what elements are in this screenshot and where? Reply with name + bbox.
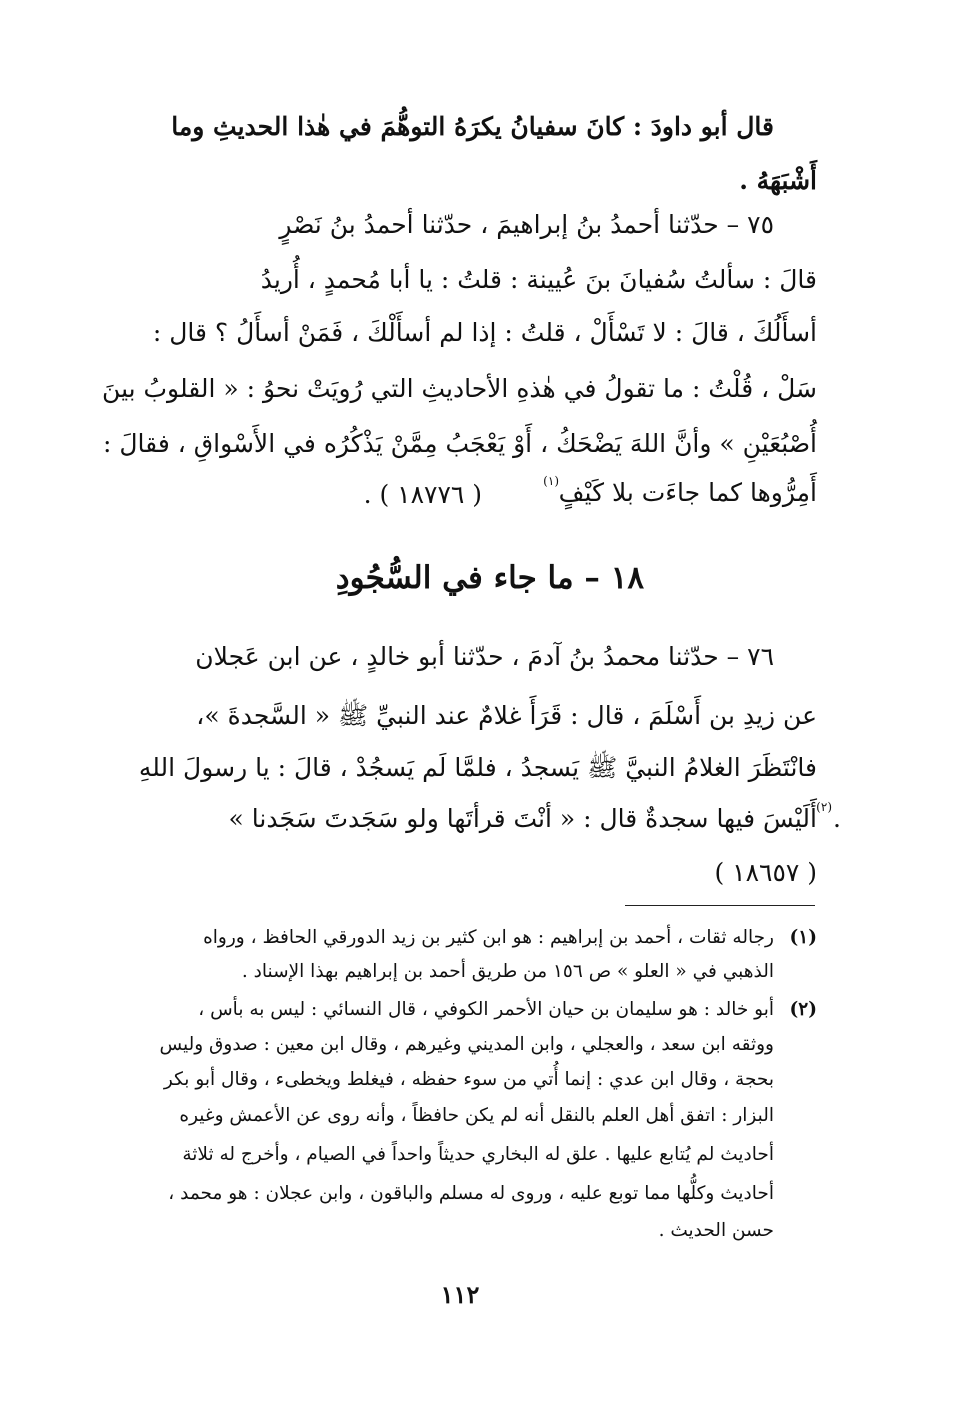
hadith-75-line-5: أُصْبُعَيْنِ » وأنَّ اللهَ يَضْحَكُ ، أَوْ يَعْجَبُ مِمَّنْ يَذْكُرُه في الأَسْواقِ ، فقالَ : [103,429,817,458]
hadith-76-line-3: فانْتَظَرَ الغلامُ النبيَّ ﷺ يَسجدُ ، فلمَّا لَم يَسجُدْ ، قالَ : يا رسولَ اللهِ [138,753,817,782]
hadith-75-number: ( ١٨٧٧٦ ) . [363,480,482,509]
footnote-2-line-4: البزار : اتفق أهل العلم بالنقل أنه لم يكن حافظاً ، وأنه روى عن الأعمش وغيره [179,1105,774,1126]
page-number: ١١٢ [440,1280,480,1309]
text-line-abu-dawud-1: قال أبو داودَ : كانَ سفيانُ يكرَهُ التوهُّمَ في هٰذا الحديثِ وما [171,112,774,141]
hadith-76-line-4: أَلَيْسَ فيها سجدةٌ قال : « أنْتَ قرأتَها ولو سَجَدتَ سَجَدنا » [228,804,817,833]
footnote-2-line-7: حسن الحديث . [658,1220,774,1241]
footnote-1-line-1: رجاله ثقات ، أحمد بن إبراهيم : هو ابن كثير بن زيد الدورقي الحافظ ، ورواه [203,927,774,948]
hadith-75-line-6: أَمِرُّوها كما جاءَت بلا كَيْفٍ [558,478,817,507]
hadith-76-line-2: عن زيدِ بن أَسْلَمَ ، قال : قَرَأَ غلامٌ عند النبيِّ ﷺ « السَّجدةَ »، [196,701,817,730]
hadith-76-line-4-end: . [833,804,841,833]
footnote-2-number: (٢) [789,999,817,1020]
footnote-2-line-2: ووثقه ابن سعد ، والعجلي ، وابن المديني وغيرهم ، وقال ابن معين : صدوق وليس [159,1034,774,1055]
chapter-heading: ١٨ – ما جاء في السُّجُودِ [335,560,644,596]
footnote-2-line-5: أحاديث لم يُتابع عليها . علق له البخاري حديثاً واحداً في الصيام ، وأخرج له ثلاثة [182,1144,774,1165]
footnote-ref-2: (٢) [816,800,832,814]
footnote-1-line-2: الذهبي في « العلو » ص ١٥٦ من طريق أحمد بن إبراهيم بهذا الإسناد . [241,961,774,982]
footnote-2-line-3: بحجة ، وقال ابن عدي : إنما أُتي من سوء حفظه ، فيغلط ويخطىء ، وقال أبو بكر [163,1069,774,1090]
hadith-75-line-3: أسأَلُكَ ، قالَ : لا تَسْأَلْ ، قلتُ : إذا لم أسأَلْكَ ، فَمَنْ أسأَلُ ؟ قال : [152,318,817,347]
footnote-2-line-6: أحاديث وكلُّها مما توبع عليه ، وروى له مسلم والباقون ، وابن عجلان : هو محمد ، [168,1183,774,1204]
hadith-75-line-4: سَلْ ، قُلْتُ : ما تقولُ في هٰذهِ الأحاديثِ التي رُويَتْ نحوُ : « القلوبُ بينَ [102,374,817,403]
hadith-75-isnad: ٧٥ – حدّثنا أحمدُ بنُ إبراهيمَ ، حدّثنا أحمدُ بنُ نَصْرٍ [279,210,774,239]
hadith-76-number: ( ١٨٦٥٧ ) [714,858,817,887]
footnote-ref-1: (١) [543,474,559,488]
hadith-76-isnad: ٧٦ – حدّثنا محمدُ بنُ آدمَ ، حدّثنا أبو خالدٍ ، عن ابن عَجلان [195,642,774,671]
text-line-abu-dawud-2: أَشْبَهَهُ . [739,166,817,195]
footnote-2-line-1: أبو خالد : هو سليمان بن حيان الأحمر الكوفي ، قال النسائي : ليس به بأس ، [198,999,774,1020]
hadith-75-line-2: قالَ : سألتُ سُفيانَ بنَ عُيينة : قلتُ : يا أبا مُحمدٍ ، أُريدُ [260,265,817,294]
footnote-separator [625,905,815,906]
footnote-1-number: (١) [789,927,817,948]
